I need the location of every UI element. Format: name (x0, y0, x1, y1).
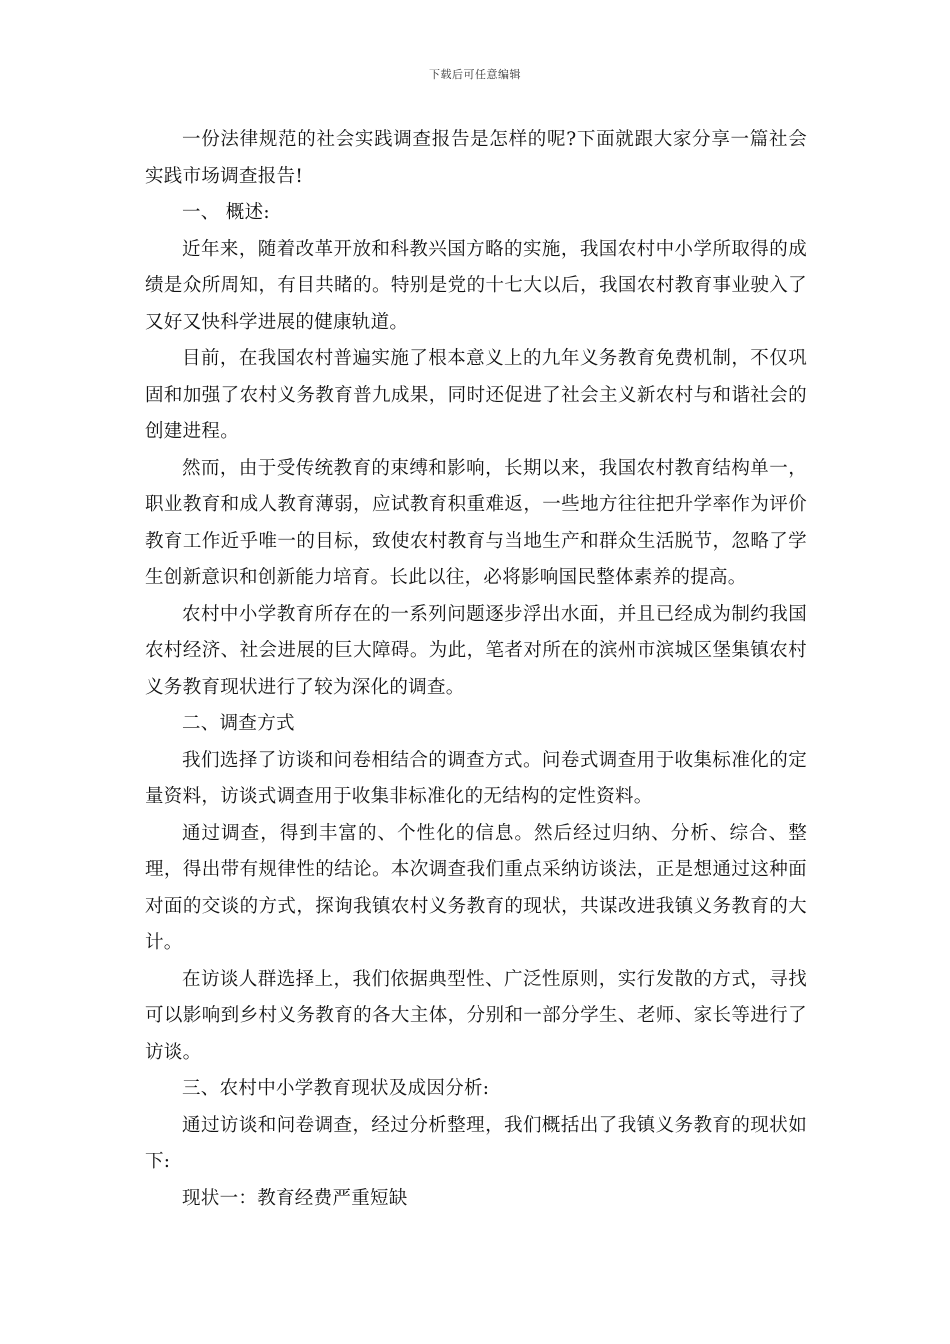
section-heading-overview: 一、 概述: (182, 202, 270, 223)
status-one-heading: 现状一：教育经费严重短缺 (182, 1187, 408, 1209)
section-heading-method: 二、调查方式 (182, 713, 295, 734)
paragraph-however: 然而，由于受传统教育的束缚和影响，长期以来，我国农村教育结构单一，职业教育和成人教育薄弱，应试教育积重难返，一些地方往往把升学率作为评价教育工作近乎唯一的目标，致使农村教育与当地生产和群众生活脱节，忽略了学生创新意识和创新能力培育。长此以往，必将影响国民整体素养的提高。 (145, 457, 807, 588)
section-heading-analysis: 三、农村中小学教育现状及成因分析: (182, 1078, 490, 1099)
paragraph-problems: 农村中小学教育所存在的一系列问题逐步浮出水面，并且已经成为制约我国农村经济、社会进展的巨大障碍。为此，笔者对所在的滨州市滨城区堡集镇农村义务教育现状进行了较为深化的调查。 (145, 603, 807, 698)
header-note: 下载后可任意编辑 (429, 68, 521, 81)
paragraph-through-survey: 通过调查，得到丰富的、个性化的信息。然后经过归纳、分析、综合、整理，得出带有规律性的结论。本次调查我们重点采纳访谈法，正是想通过这种面对面的交谈的方式，探询我镇农村义务教育的现状，共谋改进我镇义务教育的大计。 (145, 822, 807, 953)
paragraph-current: 目前，在我国农村普遍实施了根本意义上的九年义务教育免费机制，不仅巩固和加强了农村义务教育普九成果，同时还促进了社会主义新农村与和谐社会的创建进程。 (145, 348, 807, 442)
intro-paragraph: 一份法律规范的社会实践调查报告是怎样的呢?下面就跟大家分享一篇社会实践市场调查报告! (145, 129, 807, 187)
paragraph-recent-years: 近年来，随着改革开放和科教兴国方略的实施，我国农村中小学所取得的成绩是众所周知，有目共睹的。特别是党的十七大以后，我国农村教育事业驶入了又好又快科学进展的健康轨道。 (145, 238, 807, 333)
paragraph-summary: 通过访谈和问卷调查，经过分析整理，我们概括出了我镇义务教育的现状如下: (145, 1114, 807, 1172)
document-body (145, 122, 807, 1217)
paragraph-method: 我们选择了访谈和问卷相结合的调查方式。问卷式调查用于收集标准化的定量资料，访谈式调查用于收集非标准化的无结构的定性资料。 (145, 749, 807, 807)
paragraph-interviewees: 在访谈人群选择上，我们依据典型性、广泛性原则，实行发散的方式，寻找可以影响到乡村义务教育的各大主体，分别和一部分学生、老师、家长等进行了访谈。 (145, 968, 807, 1063)
